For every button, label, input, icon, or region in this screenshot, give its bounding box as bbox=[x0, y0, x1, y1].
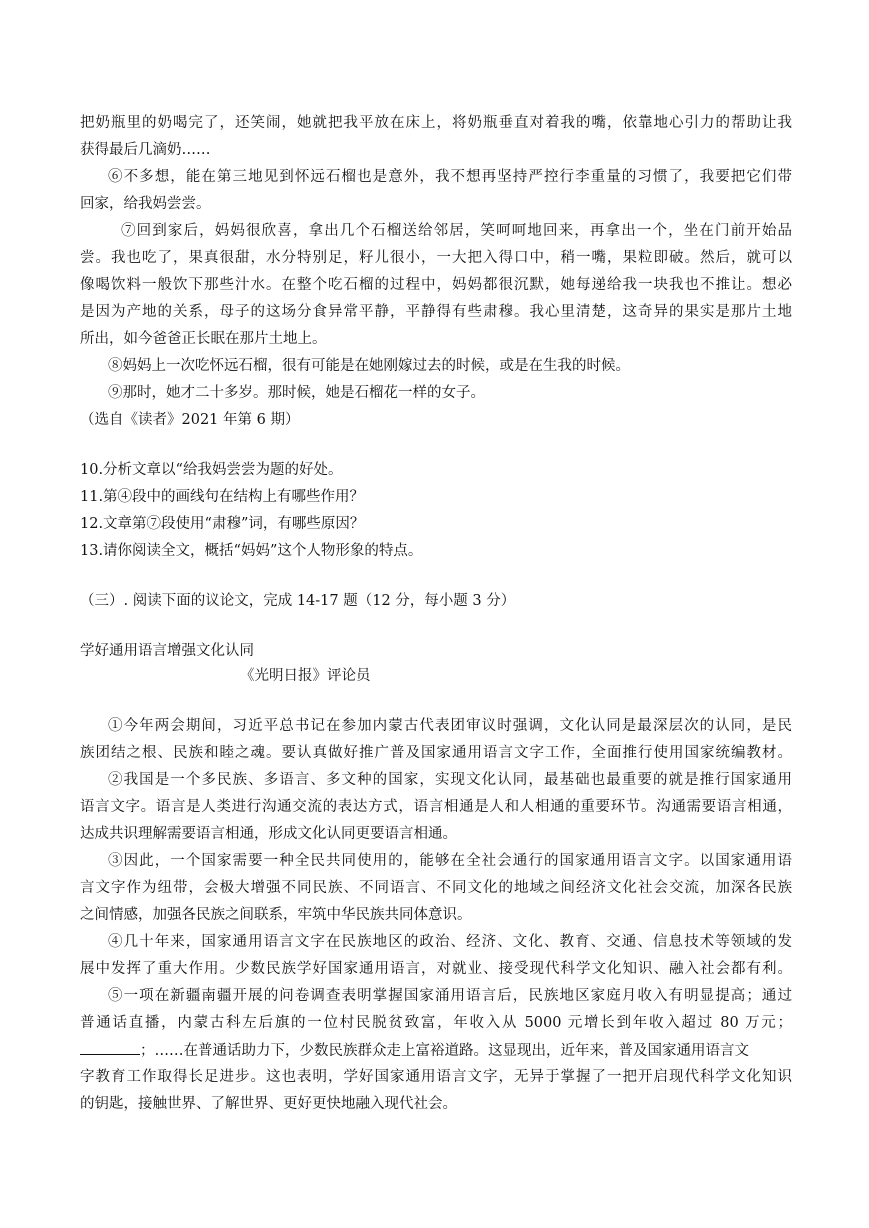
article-paragraph-5-line-2: 普通话直播，内蒙古科左后旗的一位村民脱贫致富，年收入从 5000 元增长到年收入超过 80 万元； bbox=[80, 1015, 792, 1031]
paragraph-7-line-4: 是因为产地的关系，母子的这场分食异常平静，平静得有些肃穆。我心里清楚，这奇异的果实是那片土地 bbox=[80, 304, 792, 320]
question-11: 11.第④段中的画线句在结构上有哪些作用？ bbox=[80, 489, 365, 505]
paragraph-continued-line-2: 获得最后几滴奶…… bbox=[80, 142, 211, 158]
article-paragraph-2-line-2: 语言文字。语言是人类进行沟通交流的表达方式，语言相通是人和人相通的重要环节。沟通需要语言相通， bbox=[80, 799, 792, 815]
article-paragraph-2-line-1: ②我国是一个多民族、多语言、多文种的国家，实现文化认同，最基础也最重要的就是推行国家通用 bbox=[108, 772, 792, 788]
article-paragraph-4-line-2: 展中发挥了重大作用。少数民族学好国家通用语言，对就业、接受现代科学文化知识、融入社会都有利。 bbox=[80, 961, 792, 977]
paragraph-7-line-2: 尝。我也吃了，果真很甜，水分特别足，籽儿很小，一大把入得口中，稍一嘴，果粒即破。然后，就可以 bbox=[80, 250, 792, 266]
article-paragraph-4-line-1: ④几十年来，国家通用语言文字在民族地区的政治、经济、文化、教育、交通、信息技术等领域的发 bbox=[108, 934, 792, 950]
paragraph-9: ⑨那时，她才二十多岁。那时候，她是石榴花一样的女子。 bbox=[108, 385, 485, 401]
fill-in-blank bbox=[80, 1040, 140, 1055]
paragraph-6-line-2: 回家，给我妈尝尝。 bbox=[80, 196, 211, 212]
article-paragraph-3-line-3: 之间情感，加强各民族之间联系，牢筑中华民族共同体意识。 bbox=[80, 907, 472, 923]
paragraph-7-line-5: 所出，如今爸爸正长眠在那片土地上。 bbox=[80, 331, 327, 347]
question-10: 10.分析文章以“给我妈尝尝为题的好处。 bbox=[80, 462, 343, 478]
section-3-header: （三）. 阅读下面的议论文，完成 14-17 题（12 分，每小题 3 分） bbox=[80, 593, 516, 609]
paragraph-6-line-1: ⑥不多想，能在第三地见到怀远石榴也是意外，我不想再坚持严控行李重量的习惯了，我要把它们带 bbox=[108, 169, 792, 185]
source-citation: （选自《读者》2021 年第 6 期） bbox=[80, 412, 300, 428]
article-paragraph-5-line-5: 的钥匙，接触世界、了解世界、更好更快地融入现代社会。 bbox=[80, 1096, 457, 1112]
article-paragraph-5-line-1: ⑤一项在新疆南疆开展的问卷调查表明掌握国家涌用语言后，民族地区家庭月收入有明显提高；通过 bbox=[108, 988, 792, 1004]
article-byline: 《光明日报》评论员 bbox=[240, 668, 371, 684]
article-paragraph-3-line-2: 言文字作为纽带，会极大增强不同民族、不同语言、不同文化的地域之间经济文化社会交流，加深各民族 bbox=[80, 880, 792, 896]
paragraph-8: ⑧妈妈上一次吃怀远石榴，很有可能是在她刚嫁过去的时候，或是在生我的时候。 bbox=[108, 358, 630, 374]
article-paragraph-5-line-4: 字教育工作取得长足进步。这也表明，学好国家通用语言文字，无异于掌握了一把开启现代科学文化知识 bbox=[80, 1069, 792, 1085]
article-paragraph-5-line-3 bbox=[80, 1040, 792, 1061]
question-12: 12.文章第⑦段使用“肃穆”词，有哪些原因？ bbox=[80, 516, 365, 532]
article-paragraph-3-line-1: ③因此，一个国家需要一种全民共同使用的，能够在全社会通行的国家通用语言文字。以国家通用语 bbox=[108, 853, 792, 869]
paragraph-continued-line-1: 把奶瓶里的奶喝完了，还笑闹，她就把我平放在床上，将奶瓶垂直对着我的嘴，依靠地心引力的帮助让我 bbox=[80, 115, 792, 131]
article-paragraph-1-line-2: 族团结之根、民族和睦之魂。要认真做好推广普及国家通用语言文字工作，全面推行使用国家统编教材。 bbox=[80, 745, 792, 761]
article-title: 学好通用语言增强文化认同 bbox=[80, 643, 254, 659]
paragraph-7-line-3: 像喝饮料一般饮下那些汁水。在整个吃石榴的过程中，妈妈都很沉默，她每递给我一块我也不推让。想必 bbox=[80, 277, 792, 293]
paragraph-7-line-1: ⑦回到家后，妈妈很欣喜，拿出几个石榴送给邻居，笑呵呵地回来，再拿出一个，坐在门前开始品 bbox=[121, 223, 792, 239]
article-paragraph-2-line-3: 达成共识理解需要语言相通，形成文化认同更要语言相通。 bbox=[80, 826, 457, 842]
question-13: 13.请你阅读全文，概括“妈妈”这个人物形象的特点。 bbox=[80, 543, 423, 559]
article-paragraph-5-line-3-text: ；……在普通话助力下，少数民族群众走上富裕道路。这显现出，近年来，普及国家通用语言文 bbox=[140, 1043, 749, 1059]
article-paragraph-1-line-1: ①今年两会期间，习近平总书记在参加内蒙古代表团审议时强调，文化认同是最深层次的认同，是民 bbox=[108, 718, 792, 734]
